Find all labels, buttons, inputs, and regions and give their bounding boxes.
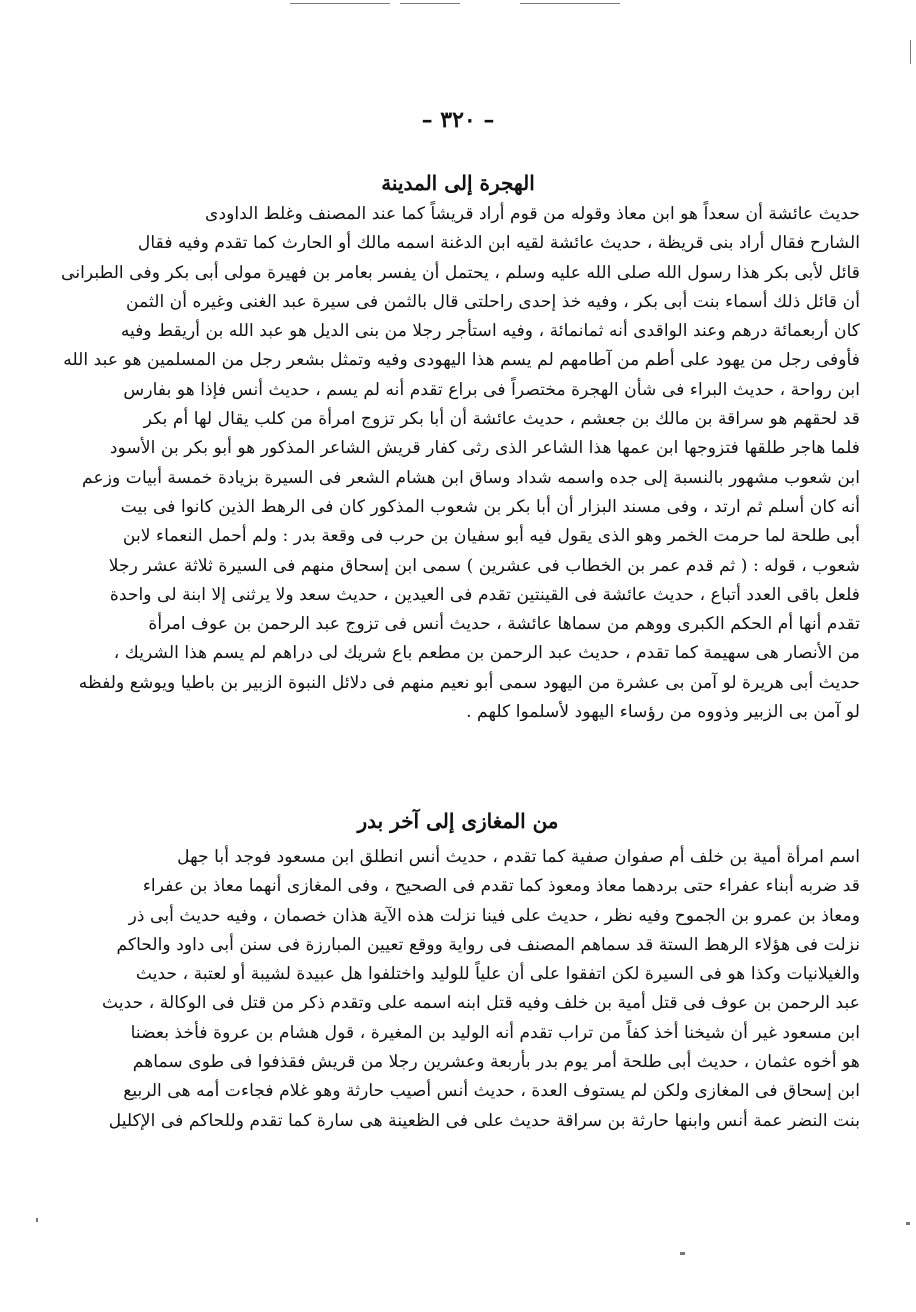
- text-line: عبد الرحمن بن عوف فى قتل أمية بن خلف وفيه قتل ابنه اسمه على وتقدم ذكر من قتل فى الوكالة ، حديث: [102, 993, 860, 1014]
- scan-speck-left: [36, 1218, 38, 1222]
- text-line: ابن إسحاق فى المغازى ولكن لم يستوف العدة ، حديث أنس أصيب حارثة وهو غلام فجاءت أمه هى الربيع: [123, 1081, 860, 1102]
- text-line: حديث أبى هريرة لو آمن بى عشرة من اليهود سمى أبو نعيم منهم فى دلائل النبوة الزبير بن باطيا ويوشع ولفظه: [78, 672, 860, 693]
- text-line: من الأنصار هى سهيمة كما تقدم ، حديث عبد الرحمن بن مطعم باع شريك لى دراهم لم يسم هذا الشريك ،: [113, 643, 860, 664]
- section-body-maghazi: [56, 843, 860, 1136]
- section-heading-maghazi: من المغازى إلى آخر بدر: [357, 809, 559, 833]
- text-line: بنت النضر عمة أنس وابنها حارثة بن سراقة حديث على فى الظعينة هى سارة كما تقدم وللحاكم فى الإكليل: [108, 1110, 860, 1131]
- text-line: قد لحقهم هو سراقة بن مالك بن جعشم ، حديث عائشة أن أبا بكر تزوج امرأة من كلب يقال لها أم بكر: [143, 409, 860, 430]
- text-line: فلعل باقى العدد أتباع ، حديث عائشة فى القينتين تقدم فى العيدين ، حديث سعد ولا يرثنى إلا ابنة لى واحدة: [109, 584, 860, 605]
- text-line: هو أخوه عثمان ، حديث أبى طلحة أمر يوم بدر بأربعة وعشرين رجلا من قريش فقذفوا فى طوى سماهم: [132, 1052, 860, 1073]
- text-line: كان أربعمائة درهم وعند الواقدى أنه ثمانمائة ، وفيه استأجر رجلا من بنى الديل هو عبد الله بن أريقط وفيه: [120, 321, 860, 342]
- text-line: قد ضربه أبناء عفراء حتى بردهما معاذ ومعوذ كما تقدم فى الصحيح ، وفى المغازى أنهما معاذ بن عفراء: [142, 876, 860, 897]
- text-line: أن قائل ذلك أسماء بنت أبى بكر ، وفيه خذ إحدى راحلتى قال بالثمن فى سيرة عبد الغنى وغيره أن الثمن: [126, 291, 860, 312]
- text-line: أنه كان أسلم ثم ارتد ، وفى مسند البزار أن أبا بكر بن شعوب المذكور كان فى الرهط الذين كانوا فى بيت: [120, 496, 860, 517]
- scan-edge-mark-top-center: [400, 3, 460, 4]
- text-line: قائل لأبى بكر هذا رسول الله صلى الله عليه وسلم ، يحتمل أن يفسر بعامر بن فهيرة مولى أبى بكر وفى الطبرانى: [61, 262, 860, 283]
- text-line: ابن مسعود غير أن شيخنا أخذ كفاً من تراب تقدم أنه الوليد بن المغيرة ، قول هشام بن عروة فأخذ بعضنا: [130, 1022, 860, 1043]
- text-line: ابن رواحة ، حديث البراء فى شأن الهجرة مختصراً فى براع تقدم أنه لم يسم ، حديث أنس فإذا هو بفارس: [123, 379, 860, 400]
- scan-edge-mark-top-right: [520, 3, 620, 4]
- text-line: أبى طلحة لما حرمت الخمر وهو الذى يقول فيه أبو سفيان بن حرب فى وقعة بدر : ولم أحمل النعماء لابن: [122, 526, 860, 547]
- scan-speck-right: [906, 1222, 910, 1225]
- text-line: والغيلانيات وكذا هو فى السيرة لكن اتفقوا على أن علياً للوليد واختلفوا هل عبيدة لشيبة أو لعتبة ، حديث: [135, 964, 860, 985]
- text-line: الشارح فقال أراد بنى قريظة ، حديث عائشة لقيه ابن الدغنة اسمه مالك أو الحارث كما تقدم وفيه فقال: [137, 233, 860, 254]
- text-line: حديث عائشة أن سعداً هو ابن معاذ وقوله من قوم أراد قريشاً كما عند المصنف وغلط الداودى: [205, 204, 860, 224]
- scan-edge-mark-right: [910, 40, 911, 64]
- text-line: تقدم أنها أم الحكم الكبرى ووهم من سماها عائشة ، حديث أنس فى تزوج عبد الرحمن بن عوف امرأة: [148, 614, 860, 635]
- page-number: – ٣٢٠ –: [421, 107, 495, 133]
- text-line: ابن شعوب مشهور بالنسبة إلى جده واسمه شداد وساق ابن هشام الشعر فى السيرة بزيادة خمسة أبيات وزعم: [82, 467, 860, 488]
- text-line: اسم امرأة أمية بن خلف أم صفوان صفية كما تقدم ، حديث أنس انطلق ابن مسعود فوجد أبا جهل: [177, 847, 860, 867]
- scan-edge-mark-top-left: [290, 3, 390, 4]
- text-line: ومعاذ بن عمرو بن الجموح وفيه نظر ، حديث على فينا نزلت هذه الآية هذان خصمان ، وفيه حديث أبى ذر: [128, 905, 860, 926]
- scan-speck-bottom: [680, 1252, 685, 1255]
- text-line: نزلت فى هؤلاء الرهط الستة قد سماهم المصنف فى رواية ووقع تعيين المبارزة فى سنن أبى داود والحاكم: [116, 934, 860, 955]
- text-line: شعوب ، قوله : ( ثم قدم عمر بن الخطاب فى عشرين ) سمى ابن إسحاق منهم فى السيرة ثلاثة عشر رجلا: [108, 555, 860, 576]
- text-line: فأوفى رجل من يهود على أطم من آطامهم لم يسم هذا اليهودى وفيه وتمثل بشعر رجل من المسلمين هو عبد الله: [63, 350, 860, 371]
- section-heading-hijra: الهجرة إلى المدينة: [381, 171, 535, 195]
- section-body-hijra: [56, 200, 860, 727]
- text-line: لو آمن بى الزبير وذووه من رؤساء اليهود لأسلموا كلهم .: [466, 702, 860, 723]
- text-line: فلما هاجر طلقها فتزوجها ابن عمها هذا الشاعر الذى رثى كفار قريش الشاعر المذكور هو أبو بكر بن الأسود: [109, 438, 860, 459]
